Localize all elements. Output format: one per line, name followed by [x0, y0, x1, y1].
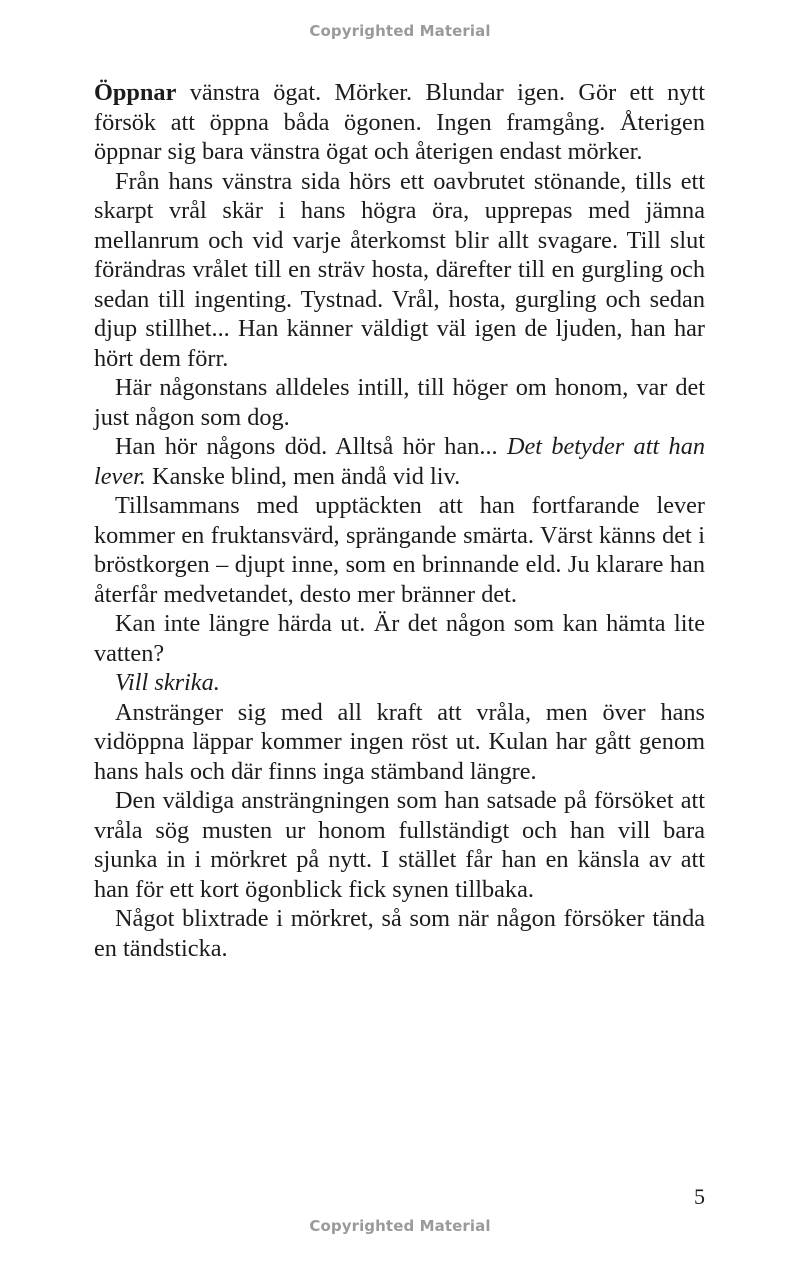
paragraph: Anstränger sig med all kraft att vråla, men över hans vidöppna läppar kommer ingen röst ut. Kulan har gått genom hans hals och där finns inga stämband längre.	[94, 698, 705, 785]
paragraph: Tillsammans med upptäckten att han fortfarande lever kommer en fruktansvärd, sprängande smärta. Värst känns det i bröstkorgen – djupt inne, som en brinnande eld. Ju klarare han återfår medvetandet, desto mer bränner det.	[94, 492, 705, 608]
paragraph	[94, 668, 705, 698]
watermark-top: Copyrighted Material	[309, 22, 491, 40]
paragraph-text: vänstra ögat. Mörker. Blundar igen. Gör ett nytt försök att öppna båda ögonen. Ingen framgång. Återigen öppnar sig bara vänstra ögat och återigen endast mörker.	[94, 79, 705, 165]
paragraph	[94, 78, 705, 167]
paragraph: Från hans vänstra sida hörs ett oavbrutet stönande, tills ett skarpt vrål skär i hans högra öra, upprepas med jämna mellanrum och vid varje återkomst blir allt svagare. Till slut förändras vrålet till en sträv hosta, därefter till en gurgling och sedan till ingenting. Tystnad. Vrål, hosta, gurgling och sedan djup stillhet... Han känner väldigt väl igen de ljuden, han har hört dem förr.	[94, 167, 705, 372]
page-number: 5	[694, 1184, 705, 1209]
paragraph: Kan inte längre härda ut. Är det någon som kan hämta lite vatten?	[94, 610, 705, 667]
paragraph-text: Kanske blind, men ändå vid liv.	[145, 462, 461, 490]
paragraph: Här någonstans alldeles intill, till höger om honom, var det just någon som dog.	[94, 374, 705, 431]
body-text	[94, 78, 705, 963]
paragraph	[94, 432, 705, 491]
italic-text: Det betyder att han lever.	[94, 433, 705, 490]
lead-word: Öppnar	[94, 79, 177, 106]
watermark-bottom: Copyrighted Material	[309, 1217, 491, 1235]
paragraph: Den väldiga ansträngningen som han satsade på försöket att vråla sög musten ur honom fullständigt och han vill bara sjunka in i mörkret på nytt. I stället får han en känsla av att han för ett kort ögonblick fick synen tillbaka.	[94, 787, 705, 903]
italic-text: Vill skrika.	[115, 669, 220, 696]
paragraph-text: Han hör någons död. Alltså hör han...	[115, 433, 507, 460]
paragraph: Något blixtrade i mörkret, så som när någon försöker tända en tändsticka.	[94, 905, 705, 962]
